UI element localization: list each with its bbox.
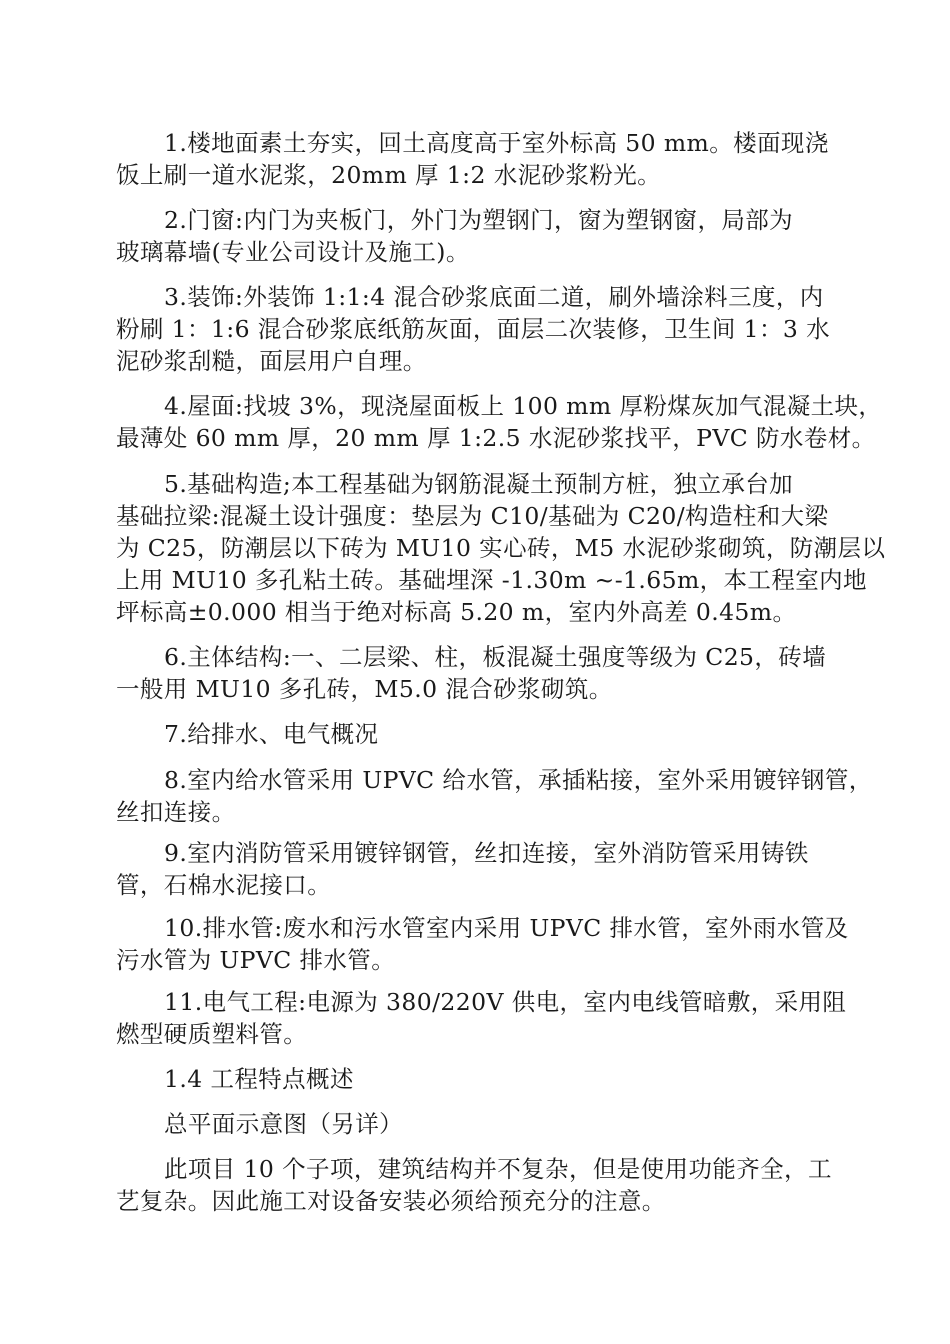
text-line: 丝扣连接。 bbox=[116, 798, 236, 826]
text-line: 玻璃幕墙(专业公司设计及施工)。 bbox=[116, 238, 470, 266]
paragraph-fire-pipe bbox=[116, 837, 876, 901]
text-line: 1.楼地面素土夯实，回土高度高于室外标高 50 mm。楼面现浇 bbox=[164, 129, 829, 157]
text-line: 污水管为 UPVC 排水管。 bbox=[116, 946, 396, 974]
text-line: 一般用 MU10 多孔砖，M5.0 混合砂浆砌筑。 bbox=[116, 675, 613, 703]
paragraph-floor bbox=[116, 127, 876, 191]
text-line: 坪标高±0.000 相当于绝对标高 5.20 m，室内外高差 0.45m。 bbox=[116, 598, 797, 626]
text-line: 7.给排水、电气概况 bbox=[164, 720, 379, 748]
text-line: 泥砂浆刮糙，面层用户自理。 bbox=[116, 347, 427, 375]
text-line: 3.装饰:外装饰 1:1:4 混合砂浆底面二道，刷外墙涂料三度，内 bbox=[164, 283, 824, 311]
text-line: 此项目 10 个子项，建筑结构并不复杂，但是使用功能齐全，工 bbox=[164, 1155, 832, 1183]
text-line: 总平面示意图（另详） bbox=[164, 1110, 403, 1138]
section-heading bbox=[116, 1063, 876, 1095]
text-line: 10.排水管:废水和污水管室内采用 UPVC 排水管，室外雨水管及 bbox=[164, 914, 849, 942]
text-line: 上用 MU10 多孔粘土砖。基础埋深 -1.30m ~-1.65m，本工程室内地 bbox=[116, 566, 867, 594]
text-line: 艺复杂。因此施工对设备安装必须给预充分的注意。 bbox=[116, 1187, 666, 1215]
text-line: 最薄处 60 mm 厚，20 mm 厚 1:2.5 水泥砂浆找平，PVC 防水卷材。 bbox=[116, 424, 876, 452]
paragraph-summary bbox=[116, 1153, 876, 1217]
paragraph-doors-windows bbox=[116, 204, 876, 268]
paragraph-foundation bbox=[116, 468, 886, 628]
text-line: 燃型硬质塑料管。 bbox=[116, 1020, 308, 1048]
text-line: 饭上刷一道水泥浆，20mm 厚 1:2 水泥砂浆粉光。 bbox=[116, 161, 661, 189]
paragraph-main-structure bbox=[116, 641, 876, 705]
text-line: 1.4 工程特点概述 bbox=[164, 1065, 354, 1093]
paragraph-decoration bbox=[116, 281, 876, 377]
text-line: 9.室内消防管采用镀锌钢管，丝扣连接，室外消防管采用铸铁 bbox=[164, 839, 809, 867]
text-line: 5.基础构造;本工程基础为钢筋混凝土预制方桩，独立承台加 bbox=[164, 470, 794, 498]
text-line: 为 C25，防潮层以下砖为 MU10 实心砖，M5 水泥砂浆砌筑，防潮层以 bbox=[116, 534, 886, 562]
text-line: 粉刷 1：1:6 混合砂浆底纸筋灰面，面层二次装修，卫生间 1：3 水 bbox=[116, 315, 831, 343]
text-line: 基础拉梁:混凝土设计强度：垫层为 C10/基础为 C20/构造柱和大梁 bbox=[116, 502, 829, 530]
text-line: 2.门窗:内门为夹板门，外门为塑钢门，窗为塑钢窗，局部为 bbox=[164, 206, 794, 234]
paragraph-water-supply bbox=[116, 764, 876, 828]
text-line: 6.主体结构:一、二层梁、柱，板混凝土强度等级为 C25，砖墙 bbox=[164, 643, 827, 671]
paragraph-roof bbox=[116, 390, 883, 454]
text-line: 4.屋面:找坡 3%，现浇屋面板上 100 mm 厚粉煤灰加气混凝土块， bbox=[164, 392, 883, 420]
text-line: 8.室内给水管采用 UPVC 给水管，承插粘接，室外采用镀锌钢管， bbox=[164, 766, 873, 794]
paragraph-drainage bbox=[116, 912, 876, 976]
paragraph-electrical bbox=[116, 986, 876, 1050]
text-line: 管，石棉水泥接口。 bbox=[116, 871, 332, 899]
text-line: 11.电气工程:电源为 380/220V 供电，室内电线管暗敷，采用阻 bbox=[164, 988, 847, 1016]
paragraph-site-plan bbox=[116, 1108, 876, 1140]
paragraph-plumbing-electrical bbox=[116, 718, 876, 750]
